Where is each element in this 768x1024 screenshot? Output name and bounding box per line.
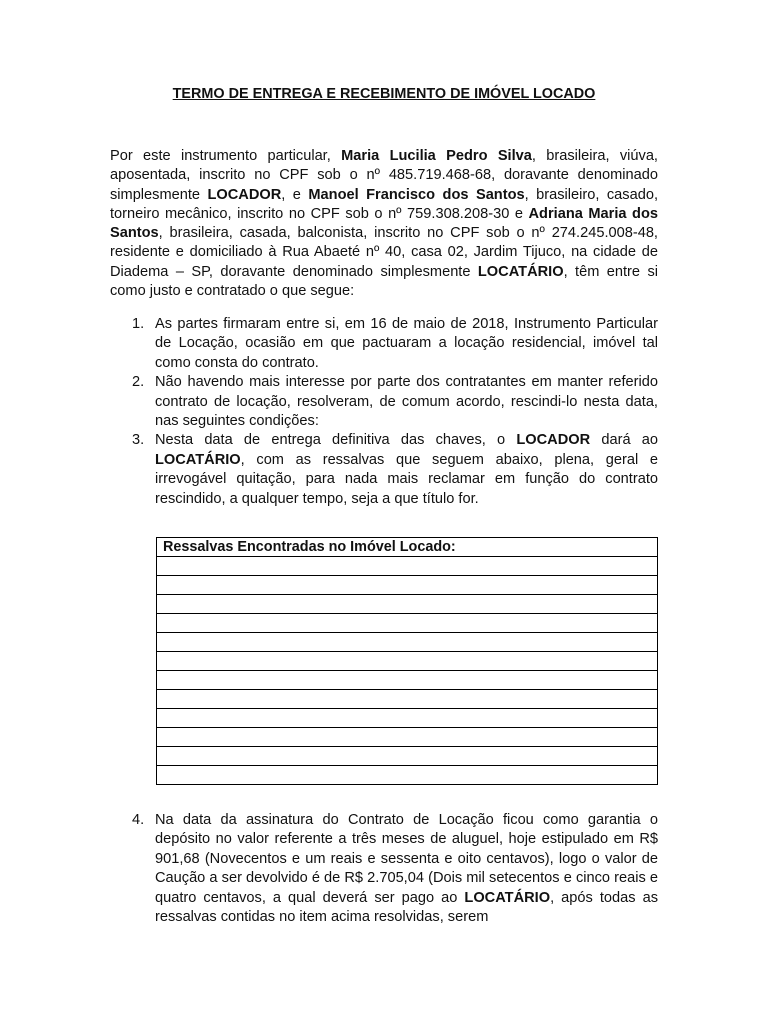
table-row xyxy=(157,766,658,785)
table-cell xyxy=(157,614,658,633)
clause-number: 4. xyxy=(132,812,145,828)
clause-text-3: , com as ressalvas que seguem abaixo, plena, geral e irrevogável quitação, para nada mais reclamar em função do contrato rescindido, a qualquer tempo, seja a que título for. xyxy=(155,451,658,507)
tenant-term: LOCATÁRIO xyxy=(477,263,564,280)
table-cell xyxy=(157,728,658,747)
intro-text-2: , brasileira, viúva, aposentada, inscrito no CPF sob o nº 485.719.468-68, doravante denominado simplesmente xyxy=(110,148,658,203)
table-row xyxy=(157,557,658,576)
clause-number: 2. xyxy=(132,374,145,391)
table-row xyxy=(157,595,658,614)
table-row xyxy=(157,709,658,728)
table-cell xyxy=(157,709,658,728)
table-row xyxy=(157,671,658,690)
table-cell xyxy=(157,557,658,576)
clause-text: Não havendo mais interesse por parte dos contratantes em manter referido contrato de locação, resolveram, de comum acordo, rescindi-lo nesta data, nas seguintes condições: xyxy=(155,374,658,430)
clause-text-1: Na data da assinatura do Contrato de Locação ficou como garantia o depósito no valor referente a três meses de aluguel, hoje estipulado em R$ 901,68 (Novecentos e um reais e sessenta e oito centavos), logo o valor de Caução a ser devolvido é de R$ 2.705,04 (Dois mil setecentos e cinco reais e quatro centavos, a qual deverá ser pago ao xyxy=(155,812,658,906)
ressalvas-table-body xyxy=(157,557,658,785)
table-cell xyxy=(157,766,658,785)
clause-text-2: dará ao xyxy=(590,432,658,449)
table-row xyxy=(157,747,658,766)
table-header-row xyxy=(157,538,658,557)
table-row xyxy=(157,728,658,747)
clause-number: 3. xyxy=(132,432,145,449)
ressalvas-table xyxy=(156,537,658,785)
clause-4 xyxy=(110,811,658,927)
lessor-term: LOCADOR xyxy=(207,186,282,203)
table-cell xyxy=(157,671,658,690)
table-row xyxy=(157,633,658,652)
ressalvas-table-header: Ressalvas Encontradas no Imóvel Locado: xyxy=(157,538,658,557)
tenant1-name: Manoel Francisco dos Santos xyxy=(308,186,525,203)
intro-text-5: , brasileira, casada, balconista, inscrito no CPF sob o nº 274.245.008-48, residente e domiciliado à Rua Abaeté nº 40, casa 02, Jardim Tijuco, na cidade de Diadema – SP, doravante denominado simplesmente xyxy=(110,225,658,280)
clause-text-2: , após todas as ressalvas contidas no item acima resolvidas, serem xyxy=(155,889,658,926)
table-cell xyxy=(157,576,658,595)
lessor-name: Maria Lucilia Pedro Silva xyxy=(341,148,532,164)
clause-bold-1: LOCATÁRIO xyxy=(464,889,551,906)
intro-text-4: , brasileiro, casado, torneiro mecânico, inscrito no CPF sob o nº 759.308.208-30 e xyxy=(110,186,658,222)
intro-text-1: Por este instrumento particular, xyxy=(110,148,342,164)
clause-bold-1: LOCADOR xyxy=(516,432,591,449)
table-cell xyxy=(157,633,658,652)
intro-paragraph xyxy=(110,147,658,301)
clause-2 xyxy=(110,373,658,431)
tenant2-name: Adriana Maria dos Santos xyxy=(110,205,658,242)
clause-1 xyxy=(110,315,658,373)
clause-list xyxy=(110,315,658,509)
table-cell xyxy=(157,595,658,614)
clause-text: As partes firmaram entre si, em 16 de maio de 2018, Instrumento Particular de Locação, ocasião em que pactuaram a locação residencial, imóvel tal como consta do contrato. xyxy=(155,316,658,371)
table-cell xyxy=(157,652,658,671)
table-row xyxy=(157,652,658,671)
clause-3 xyxy=(110,431,658,509)
intro-text-6: , têm entre si como justo e contratado o que segue: xyxy=(110,263,658,300)
clause-bold-2: LOCATÁRIO xyxy=(155,451,241,468)
clause-text-1: Nesta data de entrega definitiva das chaves, o xyxy=(155,432,517,449)
table-row xyxy=(157,614,658,633)
table-cell xyxy=(157,690,658,709)
table-cell xyxy=(157,747,658,766)
clause-list-continued xyxy=(110,811,658,927)
clause-number: 1. xyxy=(132,316,145,332)
table-row xyxy=(157,690,658,709)
intro-text-3: , e xyxy=(281,186,309,203)
table-row xyxy=(157,576,658,595)
document-title: TERMO DE ENTREGA E RECEBIMENTO DE IMÓVEL LOCADO xyxy=(172,86,596,102)
